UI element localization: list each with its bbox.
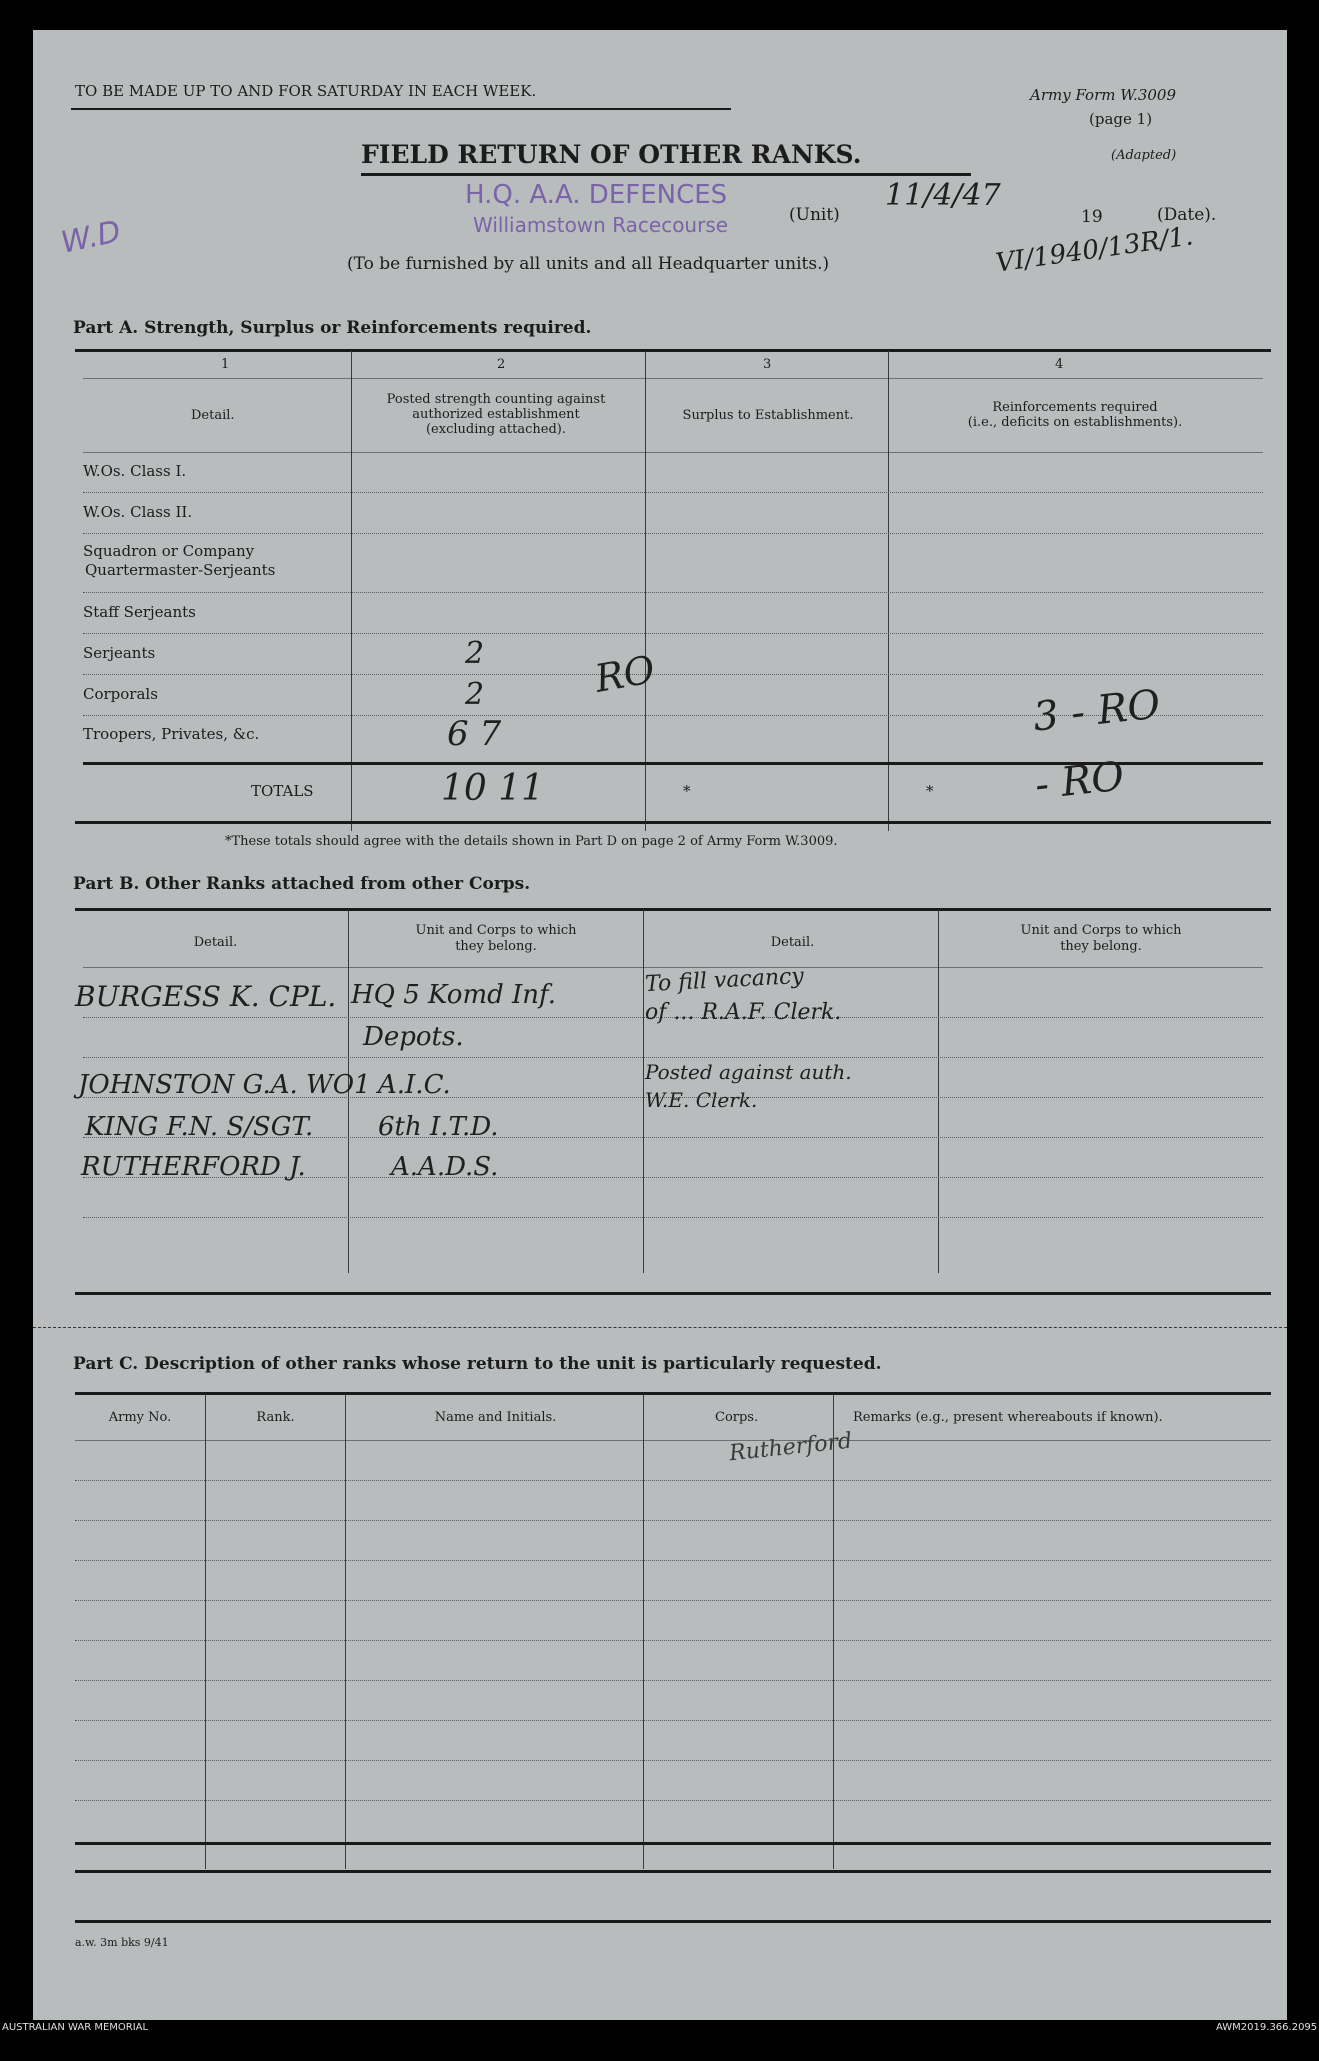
col-number-3: 3 bbox=[763, 357, 772, 372]
unit-stamp-line1: H.Q. A.A. DEFENCES bbox=[465, 180, 728, 210]
part-c-col-divider-3 bbox=[643, 1394, 644, 1869]
title-underline bbox=[361, 173, 971, 176]
row-rule bbox=[75, 1600, 1271, 1601]
part-c-col-army-no: Army No. bbox=[108, 1410, 172, 1425]
part-b-heading: Part B. Other Ranks attached from other Corps. bbox=[73, 874, 531, 894]
form-number: Army Form W.3009 bbox=[1030, 86, 1176, 104]
part-b-detail-king: KING F.N. S/SGT. bbox=[85, 1112, 314, 1142]
instruction-underline bbox=[71, 108, 731, 110]
part-b-unit-aic: A.I.C. bbox=[378, 1070, 451, 1100]
date-label: (Date). bbox=[1157, 205, 1217, 225]
part-b-unit-aads: A.A.D.S. bbox=[391, 1152, 499, 1182]
part-c-hand-note: Rutherford bbox=[728, 1428, 854, 1467]
unit-label: (Unit) bbox=[789, 205, 840, 225]
unit-stamp-line2: Williamstown Racecourse bbox=[473, 213, 729, 237]
part-b-detail2-vacancy: To fill vacancy bbox=[644, 963, 805, 998]
reinf-troopers-mark: 3 - RO bbox=[1030, 681, 1163, 741]
furnish-note: (To be furnished by all units and all Headquarter units.) bbox=[347, 254, 830, 274]
col-number-2: 2 bbox=[497, 357, 506, 372]
row-rule bbox=[75, 1520, 1271, 1521]
page-label: (page 1) bbox=[1089, 110, 1153, 128]
part-c-col-divider-4 bbox=[833, 1394, 834, 1869]
col-surplus-header: Surplus to Establishment. bbox=[682, 408, 854, 423]
handwritten-initials-part-a: RO bbox=[591, 647, 659, 701]
posted-serjeants: 2 bbox=[465, 636, 485, 671]
row-rule bbox=[83, 674, 1263, 675]
row-rule bbox=[83, 633, 1263, 634]
form-bottom-rule bbox=[75, 1920, 1271, 1923]
row-label-wo1: W.Os. Class I. bbox=[83, 462, 187, 480]
part-b-detail2-clerk: of ... R.A.F. Clerk. bbox=[645, 1000, 842, 1025]
row-rule bbox=[83, 492, 1263, 493]
row-rule bbox=[75, 1560, 1271, 1561]
col-number-4: 4 bbox=[1055, 357, 1064, 372]
handwritten-reference: VI/1940/13R/1. bbox=[993, 221, 1196, 279]
part-a-heading: Part A. Strength, Surplus or Reinforcements required. bbox=[73, 318, 592, 338]
posted-troopers: 6 7 bbox=[447, 714, 502, 754]
part-c-col-corps: Corps. bbox=[715, 1410, 759, 1425]
row-rule bbox=[75, 1480, 1271, 1481]
col-posted-header-1: Posted strength counting against bbox=[386, 392, 606, 407]
part-b-header-rule bbox=[83, 967, 1263, 968]
row-rule bbox=[75, 1680, 1271, 1681]
row-rule bbox=[75, 1760, 1271, 1761]
part-b-detail-johnston: JOHNSTON G.A. WO1 bbox=[78, 1070, 371, 1100]
row-rule bbox=[75, 1640, 1271, 1641]
part-c-col-divider-1 bbox=[205, 1394, 206, 1869]
row-label-staff-serjeants: Staff Serjeants bbox=[83, 603, 196, 621]
part-c-heading: Part C. Description of other ranks whose return to the unit is particularly requested. bbox=[73, 1354, 882, 1374]
row-rule bbox=[83, 592, 1263, 593]
year-prefix: 19 bbox=[1081, 207, 1103, 227]
row-label-sqms-2: Quartermaster-Serjeants bbox=[85, 561, 276, 579]
row-rule bbox=[75, 1720, 1271, 1721]
part-a-col-divider-1 bbox=[351, 351, 352, 831]
part-c-header-rule bbox=[75, 1440, 1271, 1441]
perforation-line bbox=[33, 1327, 1287, 1328]
footer-institution: AUSTRALIAN WAR MEMORIAL bbox=[2, 2022, 149, 2033]
row-rule bbox=[75, 1800, 1271, 1801]
part-b-col-unit-2a: Unit and Corps to which bbox=[1020, 923, 1182, 938]
row-label-troopers: Troopers, Privates, &c. bbox=[83, 725, 260, 743]
part-b-col-unit-2b: they belong. bbox=[1060, 939, 1142, 954]
totals-posted: 10 11 bbox=[441, 768, 545, 809]
part-b-unit-depots: Depots. bbox=[363, 1022, 464, 1052]
posted-corporals: 2 bbox=[465, 677, 485, 712]
part-b-col-unit-1b: they belong. bbox=[455, 939, 537, 954]
part-a-col-divider-3 bbox=[888, 351, 889, 831]
adapted-label: (Adapted) bbox=[1111, 148, 1177, 163]
col-posted-header-2: authorized establishment bbox=[412, 407, 580, 422]
part-a-col-divider-2 bbox=[645, 351, 646, 831]
row-label-wo2: W.Os. Class II. bbox=[83, 503, 193, 521]
totals-surplus-star: * bbox=[683, 782, 691, 800]
part-c-col-name: Name and Initials. bbox=[434, 1410, 557, 1425]
part-c-col-divider-2 bbox=[345, 1394, 346, 1869]
row-label-sqms: Squadron or Company bbox=[83, 542, 255, 560]
part-c-top-rule bbox=[75, 1392, 1271, 1395]
part-b-col-detail-1: Detail. bbox=[193, 935, 238, 950]
part-b-detail2-we-clerk: W.E. Clerk. bbox=[645, 1088, 758, 1112]
part-b-col-divider-3 bbox=[938, 910, 939, 1273]
handwritten-initials-stamp: W.D bbox=[58, 214, 124, 261]
part-a-header-rule bbox=[83, 452, 1263, 453]
part-b-col-divider-2 bbox=[643, 910, 644, 1273]
col-posted-header-3: (excluding attached). bbox=[425, 422, 567, 437]
part-b-detail2-posted: Posted against auth. bbox=[645, 1060, 852, 1084]
footer-accession: AWM2019.366.2095 bbox=[1216, 2022, 1318, 2033]
col-detail-header: Detail. bbox=[191, 408, 235, 423]
col-reinf-header-1: Reinforcements required bbox=[992, 400, 1158, 415]
row-label-corporals: Corporals bbox=[83, 685, 158, 703]
part-a-footnote: *These totals should agree with the details shown in Part D on page 2 of Army Form W.3009. bbox=[225, 834, 838, 849]
part-b-unit-burgess: HQ 5 Komd Inf. bbox=[351, 980, 556, 1010]
part-c-col-rank: Rank. bbox=[256, 1410, 295, 1425]
part-b-detail-rutherford: RUTHERFORD J. bbox=[81, 1152, 306, 1182]
totals-reinf-star: * bbox=[926, 782, 934, 800]
row-rule bbox=[83, 1217, 1263, 1218]
reinf-totals-mark: - RO bbox=[1032, 753, 1127, 809]
col-number-1: 1 bbox=[221, 357, 230, 372]
part-a-bottom-rule bbox=[75, 821, 1271, 824]
row-label-serjeants: Serjeants bbox=[83, 644, 156, 662]
part-c-totals-rule bbox=[75, 1842, 1271, 1845]
part-b-detail-burgess: BURGESS K. CPL. bbox=[75, 980, 337, 1013]
form-title: FIELD RETURN OF OTHER RANKS. bbox=[361, 140, 862, 169]
handwritten-date: 11/4/47 bbox=[885, 178, 1001, 213]
instruction-text: TO BE MADE UP TO AND FOR SATURDAY IN EACH WEEK. bbox=[75, 82, 537, 100]
part-b-bottom-rule bbox=[75, 1292, 1271, 1295]
part-a-top-rule bbox=[75, 349, 1271, 352]
part-c-bottom-rule bbox=[75, 1870, 1271, 1873]
part-b-top-rule bbox=[75, 908, 1271, 911]
part-a-number-rule bbox=[83, 378, 1263, 379]
totals-label: TOTALS bbox=[251, 782, 314, 800]
row-rule bbox=[83, 1057, 1263, 1058]
col-reinf-header-2: (i.e., deficits on establishments). bbox=[967, 415, 1183, 430]
part-c-col-remarks: Remarks (e.g., present whereabouts if known). bbox=[853, 1410, 1163, 1425]
part-b-unit-itd: 6th I.T.D. bbox=[378, 1112, 499, 1142]
archive-footer bbox=[0, 2020, 1319, 2061]
form-paper bbox=[33, 30, 1287, 2020]
row-rule bbox=[83, 533, 1263, 534]
printer-imprint: a.w. 3m bks 9/41 bbox=[75, 1936, 169, 1949]
part-b-col-unit-1a: Unit and Corps to which bbox=[415, 923, 577, 938]
part-b-col-detail-2: Detail. bbox=[770, 935, 815, 950]
